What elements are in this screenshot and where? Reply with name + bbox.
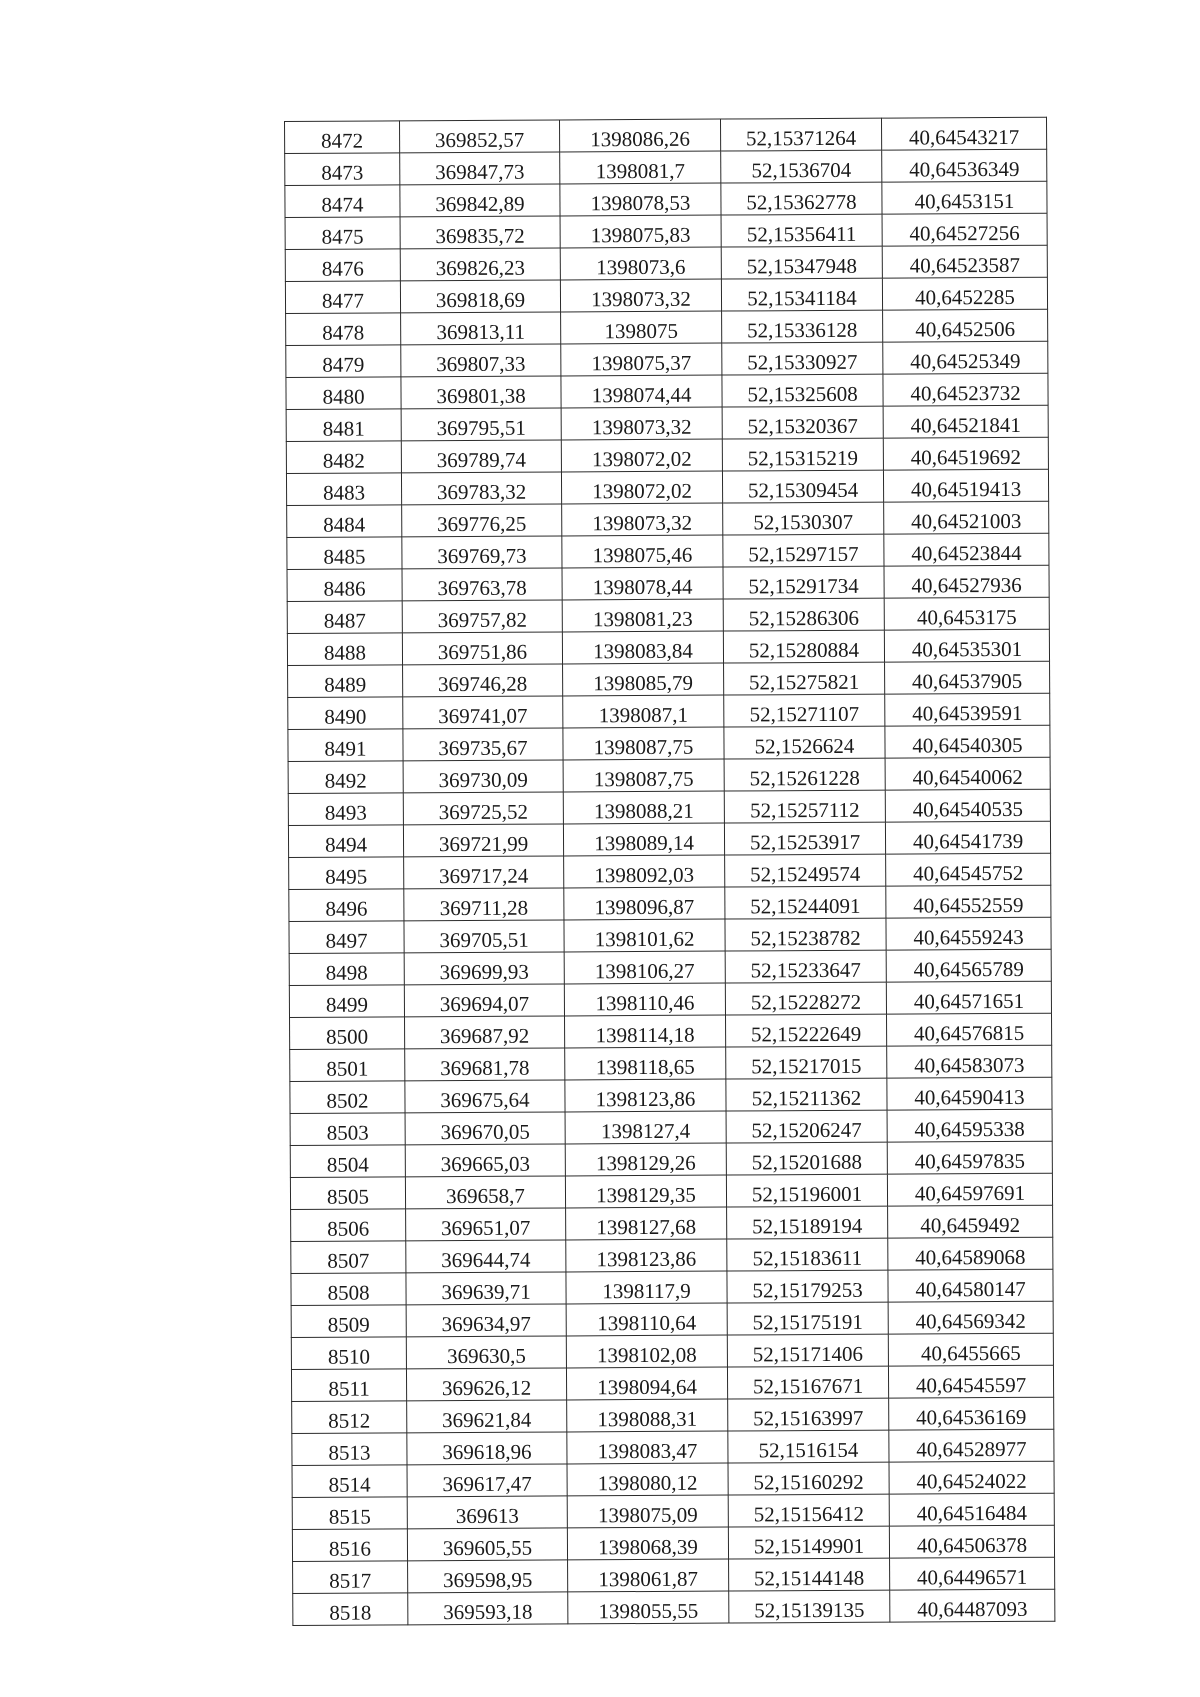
x-coordinate-cell: 369634,97 xyxy=(406,1304,566,1337)
longitude-cell: 40,64540062 xyxy=(885,757,1050,790)
latitude-cell: 52,15217015 xyxy=(726,1046,887,1079)
x-coordinate-cell: 369769,73 xyxy=(402,536,562,569)
y-coordinate-cell: 1398088,31 xyxy=(567,1399,728,1432)
x-coordinate-cell: 369621,84 xyxy=(407,1400,567,1433)
latitude-cell: 52,15233647 xyxy=(725,950,886,983)
latitude-cell: 52,15156412 xyxy=(728,1494,889,1527)
latitude-cell: 52,15179253 xyxy=(727,1270,888,1303)
point-number-cell: 8513 xyxy=(292,1433,407,1466)
y-coordinate-cell: 1398129,35 xyxy=(565,1175,726,1208)
x-coordinate-cell: 369776,25 xyxy=(402,504,562,537)
x-coordinate-cell: 369658,7 xyxy=(405,1176,565,1209)
x-coordinate-cell: 369807,33 xyxy=(401,344,561,377)
latitude-cell: 52,15341184 xyxy=(721,278,882,311)
longitude-cell: 40,64537905 xyxy=(885,661,1050,694)
y-coordinate-cell: 1398078,53 xyxy=(560,183,721,216)
y-coordinate-cell: 1398073,32 xyxy=(562,503,723,536)
y-coordinate-cell: 1398096,87 xyxy=(564,887,725,920)
y-coordinate-cell: 1398072,02 xyxy=(561,439,722,472)
point-number-cell: 8514 xyxy=(292,1465,407,1498)
table-row xyxy=(292,1461,1054,1497)
point-number-cell: 8485 xyxy=(287,537,402,570)
point-number-cell: 8500 xyxy=(290,1017,405,1050)
x-coordinate-cell: 369644,74 xyxy=(406,1240,566,1273)
y-coordinate-cell: 1398087,1 xyxy=(563,695,724,728)
table-row xyxy=(291,1333,1053,1369)
table-row xyxy=(291,1365,1053,1401)
point-number-cell: 8497 xyxy=(289,921,404,954)
y-coordinate-cell: 1398081,23 xyxy=(562,599,723,632)
y-coordinate-cell: 1398118,65 xyxy=(565,1047,726,1080)
x-coordinate-cell: 369705,51 xyxy=(404,920,564,953)
y-coordinate-cell: 1398075 xyxy=(561,311,722,344)
point-number-cell: 8515 xyxy=(292,1497,407,1530)
x-coordinate-cell: 369763,78 xyxy=(402,568,562,601)
latitude-cell: 52,15325608 xyxy=(722,374,883,407)
y-coordinate-cell: 1398061,87 xyxy=(568,1559,729,1592)
table-row xyxy=(288,757,1050,793)
table-row xyxy=(285,149,1047,185)
x-coordinate-cell: 369789,74 xyxy=(401,440,561,473)
table-row xyxy=(290,1045,1052,1081)
latitude-cell: 52,15139135 xyxy=(729,1590,890,1623)
y-coordinate-cell: 1398127,68 xyxy=(566,1207,727,1240)
point-number-cell: 8491 xyxy=(288,729,403,762)
x-coordinate-cell: 369626,12 xyxy=(406,1368,566,1401)
point-number-cell: 8502 xyxy=(290,1081,405,1114)
latitude-cell: 52,15330927 xyxy=(722,342,883,375)
x-coordinate-cell: 369795,51 xyxy=(401,408,561,441)
table-row xyxy=(287,565,1049,601)
table-row xyxy=(288,693,1050,729)
point-number-cell: 8508 xyxy=(291,1273,406,1306)
latitude-cell: 52,15371264 xyxy=(720,118,881,151)
point-number-cell: 8498 xyxy=(289,953,404,986)
x-coordinate-cell: 369593,18 xyxy=(408,1592,568,1625)
table-row xyxy=(288,789,1050,825)
longitude-cell: 40,64536349 xyxy=(882,149,1047,182)
point-number-cell: 8482 xyxy=(286,441,401,474)
table-row xyxy=(288,821,1050,857)
latitude-cell: 52,15309454 xyxy=(722,470,883,503)
longitude-cell: 40,64595338 xyxy=(887,1109,1052,1142)
x-coordinate-cell: 369639,71 xyxy=(406,1272,566,1305)
latitude-cell: 52,15160292 xyxy=(728,1462,889,1495)
point-number-cell: 8474 xyxy=(285,185,400,218)
point-number-cell: 8493 xyxy=(288,793,403,826)
latitude-cell: 52,15175191 xyxy=(727,1302,888,1335)
x-coordinate-cell: 369651,07 xyxy=(406,1208,566,1241)
point-number-cell: 8472 xyxy=(285,121,400,154)
x-coordinate-cell: 369681,78 xyxy=(405,1048,565,1081)
point-number-cell: 8496 xyxy=(289,889,404,922)
point-number-cell: 8483 xyxy=(286,473,401,506)
latitude-cell: 52,15257112 xyxy=(724,790,885,823)
y-coordinate-cell: 1398110,64 xyxy=(566,1303,727,1336)
longitude-cell: 40,6452506 xyxy=(883,309,1048,342)
x-coordinate-cell: 369835,72 xyxy=(400,216,560,249)
x-coordinate-cell: 369613 xyxy=(407,1496,567,1529)
y-coordinate-cell: 1398081,7 xyxy=(560,151,721,184)
x-coordinate-cell: 369741,07 xyxy=(403,696,563,729)
longitude-cell: 40,64543217 xyxy=(881,117,1046,150)
table-row xyxy=(292,1525,1054,1561)
y-coordinate-cell: 1398106,27 xyxy=(564,951,725,984)
latitude-cell: 52,15249574 xyxy=(725,854,886,887)
y-coordinate-cell: 1398101,62 xyxy=(564,919,725,952)
table-row xyxy=(286,469,1048,505)
table-row xyxy=(293,1557,1055,1593)
point-number-cell: 8479 xyxy=(286,345,401,378)
x-coordinate-cell: 369746,28 xyxy=(403,664,563,697)
y-coordinate-cell: 1398127,4 xyxy=(565,1111,726,1144)
table-row xyxy=(292,1493,1054,1529)
point-number-cell: 8506 xyxy=(291,1209,406,1242)
x-coordinate-cell: 369687,92 xyxy=(405,1016,565,1049)
x-coordinate-cell: 369630,5 xyxy=(406,1336,566,1369)
longitude-cell: 40,6455665 xyxy=(888,1333,1053,1366)
y-coordinate-cell: 1398087,75 xyxy=(563,759,724,792)
longitude-cell: 40,64539591 xyxy=(885,693,1050,726)
longitude-cell: 40,64597835 xyxy=(887,1141,1052,1174)
longitude-cell: 40,64496571 xyxy=(890,1557,1055,1590)
latitude-cell: 52,15320367 xyxy=(722,406,883,439)
x-coordinate-cell: 369717,24 xyxy=(404,856,564,889)
longitude-cell: 40,64580147 xyxy=(888,1269,1053,1302)
x-coordinate-cell: 369813,11 xyxy=(401,312,561,345)
longitude-cell: 40,64524022 xyxy=(889,1461,1054,1494)
y-coordinate-cell: 1398074,44 xyxy=(561,375,722,408)
longitude-cell: 40,64540535 xyxy=(885,789,1050,822)
x-coordinate-cell: 369694,07 xyxy=(404,984,564,1017)
y-coordinate-cell: 1398055,55 xyxy=(568,1591,729,1624)
longitude-cell: 40,64528977 xyxy=(889,1429,1054,1462)
y-coordinate-cell: 1398102,08 xyxy=(566,1335,727,1368)
table-row xyxy=(286,405,1048,441)
point-number-cell: 8509 xyxy=(291,1305,406,1338)
table-row xyxy=(290,1109,1052,1145)
point-number-cell: 8505 xyxy=(290,1177,405,1210)
latitude-cell: 52,15297157 xyxy=(723,534,884,567)
latitude-cell: 52,15183611 xyxy=(727,1238,888,1271)
x-coordinate-cell: 369725,52 xyxy=(403,792,563,825)
table-row xyxy=(285,277,1047,313)
table-row xyxy=(286,341,1048,377)
longitude-cell: 40,64523587 xyxy=(882,245,1047,278)
point-number-cell: 8476 xyxy=(285,249,400,282)
table-row xyxy=(291,1269,1053,1305)
latitude-cell: 52,15149901 xyxy=(728,1526,889,1559)
latitude-cell: 52,15167671 xyxy=(727,1366,888,1399)
longitude-cell: 40,64540305 xyxy=(885,725,1050,758)
x-coordinate-cell: 369847,73 xyxy=(400,152,560,185)
y-coordinate-cell: 1398110,46 xyxy=(564,983,725,1016)
x-coordinate-cell: 369617,47 xyxy=(407,1464,567,1497)
table-row xyxy=(287,629,1049,665)
latitude-cell: 52,15356411 xyxy=(721,214,882,247)
y-coordinate-cell: 1398075,09 xyxy=(567,1495,728,1528)
longitude-cell: 40,64576815 xyxy=(886,1013,1051,1046)
latitude-cell: 52,15261228 xyxy=(724,758,885,791)
point-number-cell: 8518 xyxy=(293,1593,408,1626)
longitude-cell: 40,64519692 xyxy=(883,437,1048,470)
table-row xyxy=(290,1013,1052,1049)
y-coordinate-cell: 1398072,02 xyxy=(561,471,722,504)
latitude-cell: 52,15171406 xyxy=(727,1334,888,1367)
y-coordinate-cell: 1398088,21 xyxy=(563,791,724,824)
point-number-cell: 8488 xyxy=(287,633,402,666)
point-number-cell: 8490 xyxy=(288,697,403,730)
point-number-cell: 8516 xyxy=(292,1529,407,1562)
point-number-cell: 8504 xyxy=(290,1145,405,1178)
table-row xyxy=(289,981,1051,1017)
point-number-cell: 8501 xyxy=(290,1049,405,1082)
longitude-cell: 40,64516484 xyxy=(889,1493,1054,1526)
latitude-cell: 52,15253917 xyxy=(724,822,885,855)
latitude-cell: 52,15362778 xyxy=(721,182,882,215)
longitude-cell: 40,64519413 xyxy=(883,469,1048,502)
longitude-cell: 40,64545597 xyxy=(888,1365,1053,1398)
x-coordinate-cell: 369735,67 xyxy=(403,728,563,761)
table-row xyxy=(291,1301,1053,1337)
x-coordinate-cell: 369826,23 xyxy=(400,248,560,281)
y-coordinate-cell: 1398129,26 xyxy=(565,1143,726,1176)
table-row xyxy=(289,917,1051,953)
point-number-cell: 8517 xyxy=(293,1561,408,1594)
x-coordinate-cell: 369852,57 xyxy=(400,120,560,153)
latitude-cell: 52,1526624 xyxy=(724,726,885,759)
latitude-cell: 52,15222649 xyxy=(726,1014,887,1047)
table-row xyxy=(285,245,1047,281)
latitude-cell: 52,15280884 xyxy=(723,630,884,663)
table-row xyxy=(289,885,1051,921)
point-number-cell: 8510 xyxy=(291,1337,406,1370)
longitude-cell: 40,64506378 xyxy=(889,1525,1054,1558)
point-number-cell: 8481 xyxy=(286,409,401,442)
y-coordinate-cell: 1398075,37 xyxy=(561,343,722,376)
y-coordinate-cell: 1398086,26 xyxy=(559,119,720,152)
y-coordinate-cell: 1398083,84 xyxy=(562,631,723,664)
longitude-cell: 40,6453151 xyxy=(882,181,1047,214)
x-coordinate-cell: 369711,28 xyxy=(404,888,564,921)
y-coordinate-cell: 1398094,64 xyxy=(566,1367,727,1400)
y-coordinate-cell: 1398087,75 xyxy=(563,727,724,760)
point-number-cell: 8475 xyxy=(285,217,400,250)
y-coordinate-cell: 1398092,03 xyxy=(564,855,725,888)
latitude-cell: 52,15238782 xyxy=(725,918,886,951)
longitude-cell: 40,64523732 xyxy=(883,373,1048,406)
longitude-cell: 40,64525349 xyxy=(883,341,1048,374)
latitude-cell: 52,1516154 xyxy=(728,1430,889,1463)
point-number-cell: 8486 xyxy=(287,569,402,602)
latitude-cell: 52,15286306 xyxy=(723,598,884,631)
y-coordinate-cell: 1398078,44 xyxy=(562,567,723,600)
latitude-cell: 52,1530307 xyxy=(723,502,884,535)
x-coordinate-cell: 369618,96 xyxy=(407,1432,567,1465)
latitude-cell: 52,15144148 xyxy=(729,1558,890,1591)
longitude-cell: 40,64535301 xyxy=(884,629,1049,662)
x-coordinate-cell: 369730,09 xyxy=(403,760,563,793)
x-coordinate-cell: 369801,38 xyxy=(401,376,561,409)
longitude-cell: 40,64589068 xyxy=(888,1237,1053,1270)
latitude-cell: 52,1536704 xyxy=(721,150,882,183)
table-row xyxy=(290,1173,1052,1209)
point-number-cell: 8503 xyxy=(290,1113,405,1146)
table-row xyxy=(288,661,1050,697)
latitude-cell: 52,15291734 xyxy=(723,566,884,599)
table-row xyxy=(287,533,1049,569)
point-number-cell: 8480 xyxy=(286,377,401,410)
y-coordinate-cell: 1398117,9 xyxy=(566,1271,727,1304)
y-coordinate-cell: 1398085,79 xyxy=(563,663,724,696)
longitude-cell: 40,64521841 xyxy=(883,405,1048,438)
table-row xyxy=(289,949,1051,985)
point-number-cell: 8511 xyxy=(291,1369,406,1402)
longitude-cell: 40,64569342 xyxy=(888,1301,1053,1334)
table-row xyxy=(292,1429,1054,1465)
longitude-cell: 40,64583073 xyxy=(887,1045,1052,1078)
y-coordinate-cell: 1398123,86 xyxy=(565,1079,726,1112)
y-coordinate-cell: 1398075,46 xyxy=(562,535,723,568)
y-coordinate-cell: 1398123,86 xyxy=(566,1239,727,1272)
point-number-cell: 8484 xyxy=(287,505,402,538)
longitude-cell: 40,6453175 xyxy=(884,597,1049,630)
latitude-cell: 52,15275821 xyxy=(724,662,885,695)
longitude-cell: 40,6459492 xyxy=(888,1205,1053,1238)
longitude-cell: 40,64523844 xyxy=(884,533,1049,566)
x-coordinate-cell: 369598,95 xyxy=(408,1560,568,1593)
latitude-cell: 52,15228272 xyxy=(725,982,886,1015)
point-number-cell: 8494 xyxy=(288,825,403,858)
longitude-cell: 40,64541739 xyxy=(885,821,1050,854)
latitude-cell: 52,15347948 xyxy=(721,246,882,279)
table-row xyxy=(285,213,1047,249)
latitude-cell: 52,15336128 xyxy=(722,310,883,343)
y-coordinate-cell: 1398089,14 xyxy=(563,823,724,856)
longitude-cell: 40,64565789 xyxy=(886,949,1051,982)
table-row xyxy=(287,597,1049,633)
y-coordinate-cell: 1398080,12 xyxy=(567,1463,728,1496)
point-number-cell: 8473 xyxy=(285,153,400,186)
table-row xyxy=(290,1141,1052,1177)
longitude-cell: 40,6452285 xyxy=(882,277,1047,310)
y-coordinate-cell: 1398075,83 xyxy=(560,215,721,248)
y-coordinate-cell: 1398073,6 xyxy=(560,247,721,280)
y-coordinate-cell: 1398114,18 xyxy=(565,1015,726,1048)
longitude-cell: 40,64527936 xyxy=(884,565,1049,598)
y-coordinate-cell: 1398068,39 xyxy=(567,1527,728,1560)
x-coordinate-cell: 369721,99 xyxy=(403,824,563,857)
x-coordinate-cell: 369665,03 xyxy=(405,1144,565,1177)
table-row xyxy=(285,117,1047,153)
latitude-cell: 52,15315219 xyxy=(722,438,883,471)
x-coordinate-cell: 369757,82 xyxy=(402,600,562,633)
longitude-cell: 40,64521003 xyxy=(884,501,1049,534)
longitude-cell: 40,64590413 xyxy=(887,1077,1052,1110)
latitude-cell: 52,15211362 xyxy=(726,1078,887,1111)
table-row xyxy=(285,181,1047,217)
longitude-cell: 40,64571651 xyxy=(886,981,1051,1014)
point-number-cell: 8487 xyxy=(287,601,402,634)
table-row xyxy=(286,309,1048,345)
point-number-cell: 8477 xyxy=(285,281,400,314)
table-row xyxy=(286,373,1048,409)
point-number-cell: 8512 xyxy=(292,1401,407,1434)
latitude-cell: 52,15189194 xyxy=(727,1206,888,1239)
x-coordinate-cell: 369783,32 xyxy=(401,472,561,505)
table-row xyxy=(291,1205,1053,1241)
coordinates-table-body xyxy=(285,117,1055,1625)
coordinates-table xyxy=(284,117,1055,1626)
latitude-cell: 52,15196001 xyxy=(726,1174,887,1207)
longitude-cell: 40,64487093 xyxy=(890,1589,1055,1622)
y-coordinate-cell: 1398073,32 xyxy=(561,407,722,440)
x-coordinate-cell: 369605,55 xyxy=(407,1528,567,1561)
point-number-cell: 8489 xyxy=(288,665,403,698)
point-number-cell: 8495 xyxy=(289,857,404,890)
latitude-cell: 52,15163997 xyxy=(728,1398,889,1431)
y-coordinate-cell: 1398083,47 xyxy=(567,1431,728,1464)
latitude-cell: 52,15201688 xyxy=(726,1142,887,1175)
point-number-cell: 8492 xyxy=(288,761,403,794)
table-row xyxy=(287,501,1049,537)
longitude-cell: 40,64597691 xyxy=(887,1173,1052,1206)
longitude-cell: 40,64527256 xyxy=(882,213,1047,246)
table-row xyxy=(286,437,1048,473)
x-coordinate-cell: 369699,93 xyxy=(404,952,564,985)
point-number-cell: 8478 xyxy=(286,313,401,346)
table-row xyxy=(288,725,1050,761)
point-number-cell: 8499 xyxy=(289,985,404,1018)
point-number-cell: 8507 xyxy=(291,1241,406,1274)
latitude-cell: 52,15206247 xyxy=(726,1110,887,1143)
table-row xyxy=(291,1237,1053,1273)
table-row xyxy=(289,853,1051,889)
longitude-cell: 40,64559243 xyxy=(886,917,1051,950)
longitude-cell: 40,64552559 xyxy=(886,885,1051,918)
table-row xyxy=(293,1589,1055,1625)
latitude-cell: 52,15271107 xyxy=(724,694,885,727)
x-coordinate-cell: 369675,64 xyxy=(405,1080,565,1113)
latitude-cell: 52,15244091 xyxy=(725,886,886,919)
x-coordinate-cell: 369670,05 xyxy=(405,1112,565,1145)
table-row xyxy=(292,1397,1054,1433)
x-coordinate-cell: 369818,69 xyxy=(400,280,560,313)
table-row xyxy=(290,1077,1052,1113)
y-coordinate-cell: 1398073,32 xyxy=(560,279,721,312)
x-coordinate-cell: 369751,86 xyxy=(402,632,562,665)
longitude-cell: 40,64536169 xyxy=(889,1397,1054,1430)
x-coordinate-cell: 369842,89 xyxy=(400,184,560,217)
longitude-cell: 40,64545752 xyxy=(886,853,1051,886)
